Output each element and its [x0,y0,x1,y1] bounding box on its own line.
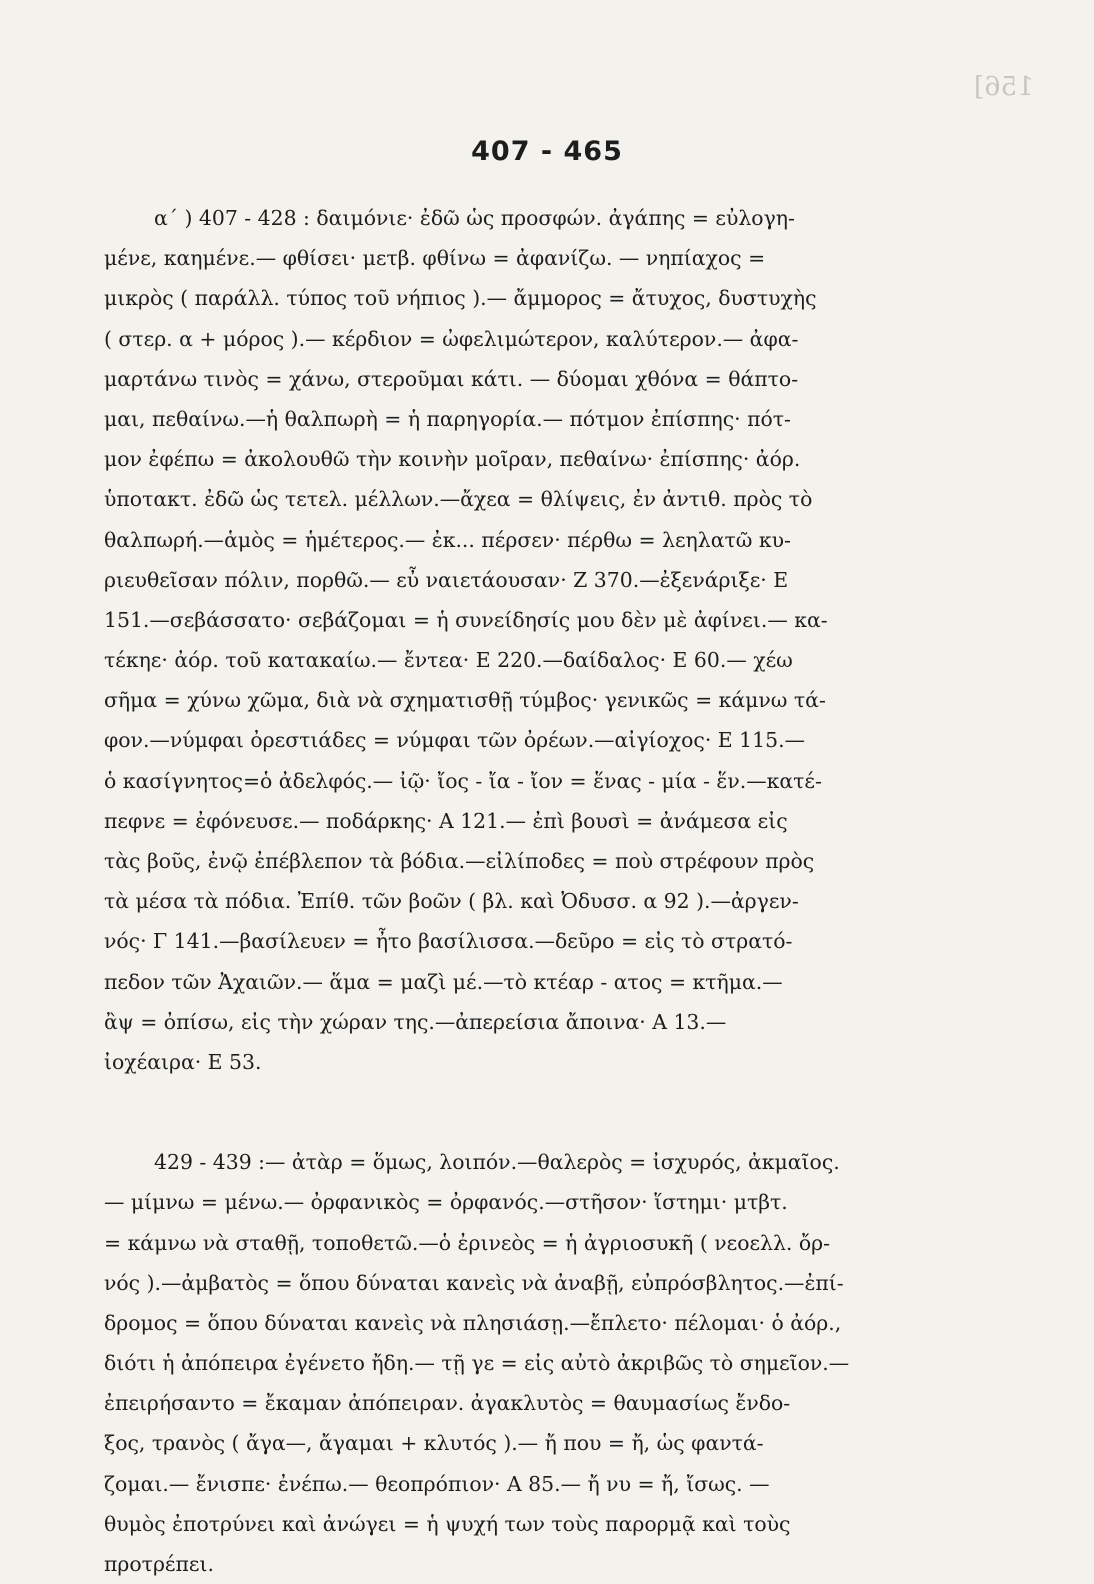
text-line: προτρέπει. [104,1552,214,1576]
text-line: ἰοχέαιρα· Ε 53. [104,1049,262,1074]
text-line: α΄ ) 407 - 428 : δαιμόνιε· ἐδῶ ὡς προσφών. ἀγάπης = εὐλογη- [154,206,795,230]
text-line: ὑποτακτ. ἐδῶ ὡς τετελ. μέλλων.—ἄχεα = θλίψεις, ἐν ἀντιθ. πρὸς τὸ [104,487,813,512]
section-407-428 [104,198,952,1082]
text-line: 151.—σεβάσσατο· σεβάζομαι = ἡ συνείδησίς μου δὲν μὲ ἀφίνει.— κα- [104,607,828,632]
text-line: — μίμνω = μένω.— ὀρφανικὸς = ὀρφανός.—στῆσον· ἵστημι· μτβτ. [104,1190,788,1215]
text-line: ζομαι.— ἔνισπε· ἐνέπω.— θεοπρόπιον· Α 85.— ἤ νυ = ἤ, ἴσως. — [104,1471,770,1496]
text-line: μένε, καημένε.— φθίσει· μετβ. φθίνω = ἀφανίζω. — νηπίαχος = [104,246,766,271]
text-line: τὰ μέσα τὰ πόδια. Ἐπίθ. τῶν βοῶν ( βλ. καὶ Ὀδυσσ. α 92 ).—ἀργεν- [104,889,799,914]
text-line: σῆμα = χύνω χῶμα, διὰ νὰ σχηματισθῇ τύμβος· γενικῶς = κάμνω τά- [104,688,826,713]
bleed-through-page-number: 156] [974,72,1034,102]
text-line: πεφνε = ἐφόνευσε.— ποδάρκης· Α 121.— ἐπὶ βουσὶ = ἀνάμεσα εἰς [104,808,788,833]
text-line: δρομος = ὅπου δύναται κανεὶς νὰ πλησιάσῃ.—ἔπλετο· πέλομαι· ὁ ἀόρ., [104,1310,842,1335]
text-line: τὰς βοῦς, ἐνῷ ἐπέβλεπον τὰ βόδια.—εἰλίποδες = ποὺ στρέφουν πρὸς [104,849,815,873]
text-line: μαι, πεθαίνω.—ἡ θαλπωρὴ = ἡ παρηγορία.— πότμον ἐπίσπης· πότ- [104,406,791,431]
text-line: μαρτάνω τινὸς = χάνω, στεροῦμαι κάτι. — δύομαι χθόνα = θάπτο- [104,366,799,391]
text-line: τέκηε· ἀόρ. τοῦ κατακαίω.— ἔντεα· Ε 220.—δαίδαλος· Ε 60.— χέω [104,648,793,673]
text-line: ριευθεῖσαν πόλιν, πορθῶ.— εὖ ναιετάουσαν· Ζ 370.—ἐξενάριξε· Ε [104,567,789,592]
text-line: θαλπωρή.—ἁμὸς = ἡμέτερος.— ἐκ... πέρσεν· πέρθω = λεηλατῶ κυ- [104,527,791,552]
text-line: = κάμνω νὰ σταθῇ, τοποθετῶ.—ὁ ἐρινεὸς = ἡ ἀγριοσυκῆ ( νεοελλ. ὄρ- [104,1230,831,1255]
text-line: φον.—νύμφαι ὀρεστιάδες = νύμφαι τῶν ὀρέων.—αἰγίοχος· Ε 115.— [104,728,805,753]
text-line: διότι ἡ ἀπόπειρα ἐγένετο ἤδη.— τῇ γε = εἰς αὐτὸ ἀκριβῶς τὸ σημεῖον.— [104,1351,850,1376]
text-line: θυμὸς ἐποτρύνει καὶ ἀνώγει = ἡ ψυχή των τοὺς παρορμᾷ καὶ τοὺς [104,1511,791,1536]
text-line: ἂψ = ὀπίσω, εἰς τὴν χώραν της.—ἀπερείσια ἄποινα· Α 13.— [104,1009,727,1034]
text-line: ἐπειρήσαντο = ἔκαμαν ἀπόπειραν. ἀγακλυτὸς = θαυμασίως ἔνδο- [104,1391,791,1416]
text-line: μον ἐφέπω = ἀκολουθῶ τὴν κοινὴν μοῖραν, πεθαίνω· ἐπίσπης· ἀόρ. [104,447,801,472]
section-429-439 [104,1142,952,1584]
text-line: ( στερ. α + μόρος ).— κέρδιον = ὠφελιμώτερον, καλύτερον.— ἀφα- [104,326,799,351]
text-line: ὁ κασίγνητος=ὁ ἀδελφός.— ἰῷ· ἴος - ἴα - ἴον = ἕνας - μία - ἕν.—κατέ- [104,768,822,793]
page-header: 407 - 465 [471,136,623,167]
text-line: πεδον τῶν Ἀχαιῶν.— ἅμα = μαζὶ μέ.—τὸ κτέαρ - ατος = κτῆμα.— [104,969,783,994]
commentary-text [104,198,952,1584]
text-line: νός ).—ἀμβατὸς = ὅπου δύναται κανεὶς νὰ ἀναβῇ, εὐπρόσβλητος.—ἐπί- [104,1270,844,1295]
text-line: ξος, τρανὸς ( ἄγα—, ἄγαμαι + κλυτός ).— ἤ που = ἤ, ὡς φαντά- [104,1431,764,1456]
text-line: 429 - 439 :— ἀτὰρ = ὅμως, λοιπόν.—θαλερὸς = ἰσχυρός, ἀκμαῖος. [154,1150,840,1175]
text-line: μικρὸς ( παράλλ. τύπος τοῦ νήπιος ).— ἄμμορος = ἄτυχος, δυστυχὴς [104,286,817,311]
text-line: νός· Γ 141.—βασίλευεν = ἦτο βασίλισσα.—δεῦρο = εἰς τὸ στρατό- [104,929,793,954]
section-gap [104,1082,952,1142]
